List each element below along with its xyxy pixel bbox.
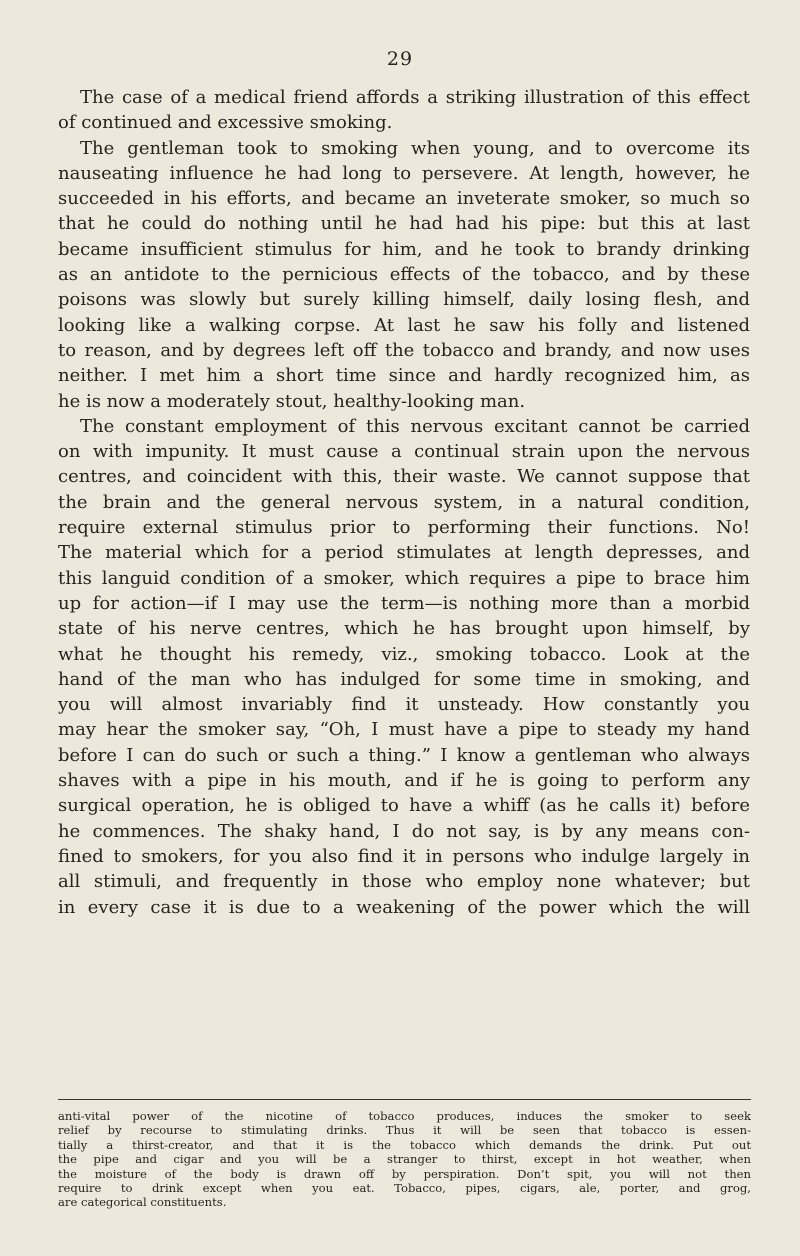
body-line: before I can do such or such a thing.” I know a gentleman who always xyxy=(58,744,750,766)
body-line: succeeded in his efforts, and became an inveterate smoker, so much so xyxy=(58,188,750,210)
footnote-line: require to drink except when you eat. Tobacco, pipes, cigars, ale, porter, and grog, xyxy=(58,1180,751,1195)
body-line: he commences. The shaky hand, I do not say, is by any means con- xyxy=(58,820,750,842)
body-line: centres, and coincident with this, their waste. We cannot suppose that xyxy=(58,466,750,488)
body-line: The case of a medical friend affords a striking illustration of this effect xyxy=(80,87,750,108)
footnote-line: anti-vital power of the nicotine of tobacco produces, induces the smoker to seek xyxy=(58,1109,751,1123)
footnote-line: the pipe and cigar and you will be a stranger to thirst, except in hot weather, when xyxy=(58,1152,751,1167)
body-line: to reason, and by degrees left off the tobacco and brandy, and now uses xyxy=(58,339,750,361)
body-line: The constant employment of this nervous excitant cannot be carried xyxy=(80,415,750,437)
body-line: what he thought his remedy, viz., smoking tobacco. Look at the xyxy=(58,643,750,665)
body-line: as an antidote to the pernicious effects of the tobacco, and by these xyxy=(58,264,750,286)
body-line: hand of the man who has indulged for some time in smoking, and xyxy=(58,668,750,690)
body-line: poisons was slowly but surely killing himself, daily losing flesh, and xyxy=(58,289,750,311)
body-line: he is now a moderately stout, healthy-looking man. xyxy=(58,390,526,412)
footnote-divider xyxy=(58,1099,751,1100)
body-line: that he could do nothing until he had had his pipe: but this at last xyxy=(58,213,750,235)
body-line: surgical operation, he is obliged to have a whiff (as he calls it) before xyxy=(58,795,750,817)
body-line: state of his nerve centres, which he has brought upon himself, by xyxy=(58,618,750,640)
body-line: of continued and excessive smoking. xyxy=(58,112,393,134)
body-line: the brain and the general nervous system, in a natural condition, xyxy=(58,491,750,513)
body-line: nauseating influence he had long to persevere. At length, however, he xyxy=(58,162,750,184)
body-line: in every case it is due to a weakening of the power which the will xyxy=(58,896,750,918)
body-line: may hear the smoker say, “Oh, I must have a pipe to steady my hand xyxy=(58,719,750,741)
body-line: looking like a walking corpse. At last he saw his folly and listened xyxy=(58,314,750,336)
body-text xyxy=(58,85,750,920)
body-line: up for action—if I may use the term—is nothing more than a morbid xyxy=(58,592,750,614)
footnote-line: tially a thirst-creator, and that it is the tobacco which demands the drink. Put out xyxy=(58,1137,751,1152)
body-line: you will almost invariably find it unsteady. How constantly you xyxy=(58,694,750,716)
footnote-line: the moisture of the body is drawn off by perspiration. Don’t spit, you will not then xyxy=(58,1166,751,1181)
body-line: all stimuli, and frequently in those who employ none whatever; but xyxy=(58,871,750,893)
body-line: The gentleman took to smoking when young, and to overcome its xyxy=(80,137,750,159)
footnote-line: relief by recourse to stimulating drinks. Thus it will be seen that tobacco is essen- xyxy=(58,1123,751,1138)
footnote xyxy=(58,1109,751,1210)
footnote-line: are categorical constituents. xyxy=(58,1195,227,1210)
body-line: neither. I met him a short time since and hardly recognized him, as xyxy=(58,365,750,387)
body-line: this languid condition of a smoker, which requires a pipe to brace him xyxy=(58,567,750,589)
body-line: became insufficient stimulus for him, and he took to brandy drinking xyxy=(58,238,750,260)
body-line: shaves with a pipe in his mouth, and if he is going to perform any xyxy=(58,770,750,792)
page-number: 29 xyxy=(386,48,414,70)
body-line: The material which for a period stimulates at length depresses, and xyxy=(58,542,750,564)
body-line: on with impunity. It must cause a continual strain upon the nervous xyxy=(58,441,750,463)
body-line: fined to smokers, for you also find it in persons who indulge largely in xyxy=(58,845,750,867)
body-line: require external stimulus prior to performing their functions. No! xyxy=(58,517,750,539)
